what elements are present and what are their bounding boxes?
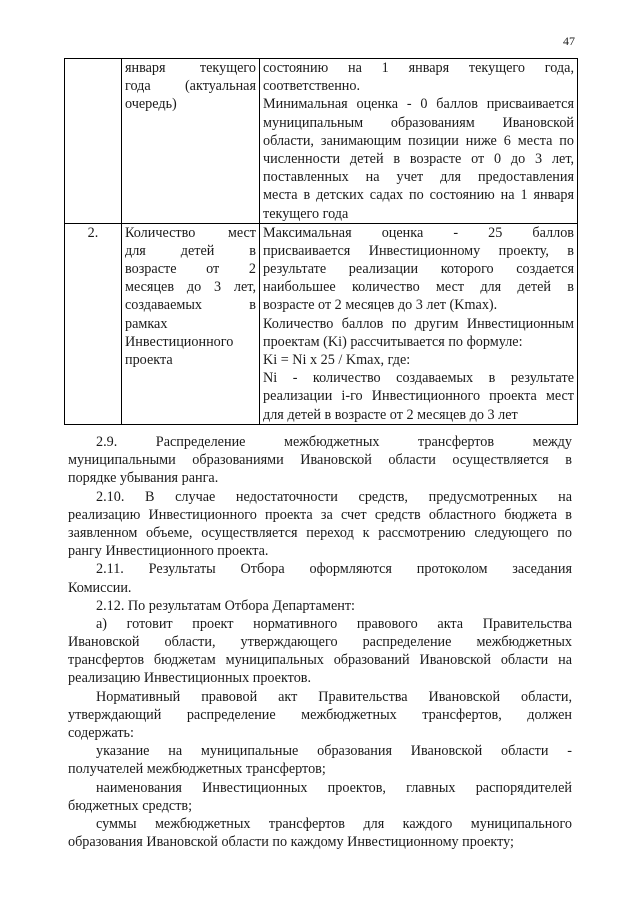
criterion-line: Инвестиционного	[125, 333, 234, 350]
text-line: трансфертов бюджетам муниципальных образований Ивановской области на	[68, 652, 572, 669]
text-line: указание на муниципальные образования Ивановской области -	[96, 743, 572, 760]
page-number: 47	[563, 34, 575, 48]
criterion-line: возрасте от 2	[125, 261, 256, 278]
criterion-line: Количество мест	[125, 224, 256, 241]
method-cell	[260, 59, 578, 224]
method-line: Ki = Ni x 25 / Kmax, где:	[263, 352, 411, 368]
method-line: Ni - количество создаваемых в результате	[263, 370, 574, 387]
criterion-line: создаваемых в	[125, 297, 256, 314]
criterion-line: очередь)	[125, 96, 177, 113]
row-number-cell	[65, 59, 122, 224]
text-line: 2.11. Результаты Отбора оформляются протоколом заседания	[96, 561, 572, 578]
text-line: образования Ивановской области по каждому Инвестиционному проекту;	[68, 834, 515, 851]
method-line: соответственно.	[263, 78, 361, 95]
method-line: места в детских садах по состоянию на 1 января	[263, 187, 574, 204]
paragraph-2-10	[68, 488, 572, 506]
text-line: бюджетных средств;	[68, 797, 193, 814]
method-line: результате реализации которого создается	[263, 261, 574, 278]
text-line: 2.9. Распределение межбюджетных трансфертов между	[96, 434, 572, 450]
paragraph-2-9	[68, 433, 572, 451]
method-line: текущего года	[263, 205, 349, 222]
paragraph-2-12	[68, 597, 572, 615]
method-line: реализации i-го Инвестиционного проекта мест	[263, 388, 574, 405]
text-line: суммы межбюджетных трансфертов для каждого муниципального	[96, 815, 572, 832]
text-line: порядке убывания ранга.	[68, 470, 219, 487]
text-line: утверждающий распределение межбюджетных трансфертов, должен	[68, 706, 572, 723]
row-number-cell: 2.	[65, 223, 122, 424]
criterion-line: января текущего	[125, 60, 256, 76]
method-line: поставленных на учет для предоставления	[263, 169, 574, 186]
text-line: 2.12. По результатам Отбора Департамент:	[96, 597, 355, 614]
criterion-line: рамках	[125, 315, 168, 332]
list-item	[68, 742, 572, 760]
text-line: наименования Инвестиционных проектов, главных распорядителей	[96, 779, 572, 796]
text-line: реализацию Инвестиционного проекта за счет средств областного бюджета в	[68, 506, 572, 523]
list-item	[68, 815, 572, 833]
method-line: для детей в возрасте от 2 месяцев до 3 лет	[263, 406, 518, 423]
method-line: наибольшее количество мест для детей в	[263, 279, 574, 296]
text-line: реализацию Инвестиционных проектов.	[68, 670, 312, 687]
method-line: возрасте от 2 месяцев до 3 лет (Kmax).	[263, 297, 498, 314]
method-cell	[260, 223, 578, 424]
text-line: муниципальными образованиями Ивановской области осуществляется в	[68, 452, 572, 469]
text-line: заявленном объеме, осуществляется переход к рассмотрению следующего по	[68, 524, 572, 541]
method-line: области, занимающим позиции ниже 6 места по	[263, 132, 574, 149]
text-line: рангу Инвестиционного проекта.	[68, 543, 269, 560]
text-line: а) готовит проект нормативного правового акта Правительства	[96, 615, 572, 632]
text-line: Ивановской области, утверждающего распределение межбюджетных	[68, 634, 572, 651]
method-line: состоянию на 1 января текущего года,	[263, 60, 574, 76]
criterion-line: для детей в	[125, 242, 256, 259]
method-line: Минимальная оценка - 0 баллов присваивается	[263, 96, 574, 113]
method-line: проектам (Ki) рассчитывается по формуле:	[263, 333, 523, 350]
criterion-cell	[122, 59, 260, 224]
text-line: содержать:	[68, 725, 134, 741]
method-line: Максимальная оценка - 25 баллов	[263, 224, 574, 241]
method-line: муниципальным образованиям Ивановской	[263, 114, 574, 131]
text-line: Нормативный правовой акт Правительства Ивановской области,	[96, 688, 572, 705]
criterion-line: проекта	[125, 352, 173, 368]
table-row	[65, 223, 578, 424]
criterion-line: месяцев до 3 лет,	[125, 279, 256, 296]
method-line: присваивается Инвестиционному проекту, в	[263, 242, 574, 259]
text-line: 2.10. В случае недостаточности средств, предусмотренных на	[96, 488, 572, 505]
paragraph-2-12-a	[68, 615, 572, 633]
criterion-cell	[122, 223, 260, 424]
paragraph-npa	[68, 688, 572, 706]
list-item	[68, 779, 572, 797]
method-line: численности детей в возрасте от 0 до 3 лет,	[263, 150, 574, 167]
text-line: получателей межбюджетных трансфертов;	[68, 761, 326, 778]
criteria-table	[64, 58, 578, 425]
text-line: Комиссии.	[68, 579, 132, 596]
method-line: Количество баллов по другим Инвестиционным	[263, 315, 574, 332]
table-row	[65, 59, 578, 224]
criterion-line: года (актуальная	[125, 78, 256, 95]
body-text	[68, 433, 572, 851]
paragraph-2-11	[68, 560, 572, 578]
